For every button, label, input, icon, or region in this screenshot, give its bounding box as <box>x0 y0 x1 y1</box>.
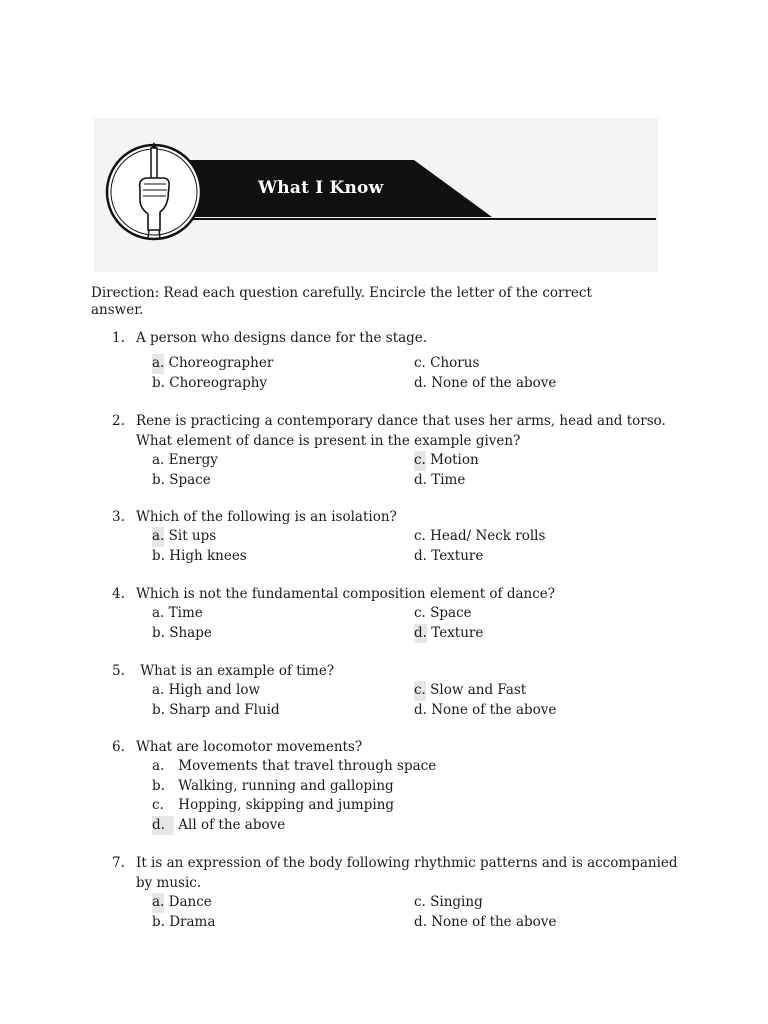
question-text: What is an example of time? <box>136 663 335 679</box>
option-c[interactable] <box>414 354 479 374</box>
question-number: 1. <box>112 330 125 346</box>
option-letter: d. <box>414 547 427 564</box>
option-c[interactable] <box>414 681 526 701</box>
option-text: Space <box>430 605 472 621</box>
option-letter: c. <box>152 797 164 813</box>
option-letter: c. <box>414 894 426 910</box>
option-d[interactable] <box>414 913 556 933</box>
question-2 <box>112 411 692 490</box>
option-c[interactable] <box>414 527 545 547</box>
option-text: Sharp and Fluid <box>169 701 280 718</box>
option-a[interactable] <box>152 681 260 701</box>
option-text: Sit ups <box>168 528 217 544</box>
option-d[interactable] <box>414 374 556 394</box>
option-text: Texture <box>431 624 484 641</box>
option-text: High knees <box>169 547 247 564</box>
option-b[interactable] <box>152 547 247 567</box>
question-number: 4. <box>112 586 125 602</box>
question-5 <box>112 661 692 720</box>
option-a[interactable] <box>152 354 273 374</box>
option-c[interactable] <box>414 451 479 471</box>
option-text: Texture <box>431 547 484 564</box>
option-letter: c. <box>414 355 426 371</box>
option-letter: a. <box>152 893 164 913</box>
question-text: What are locomotor movements? <box>136 739 363 755</box>
option-letter: d. <box>414 701 427 718</box>
question-number: 7. <box>112 855 125 871</box>
option-text: Walking, running and galloping <box>178 777 394 794</box>
option-text: Time <box>431 471 466 488</box>
question-number: 3. <box>112 509 125 525</box>
question-number: 2. <box>112 413 125 429</box>
question-3 <box>112 507 692 566</box>
option-b[interactable] <box>152 777 394 797</box>
option-letter: a. <box>152 758 165 774</box>
question-text: It is an expression of the body following rhythmic patterns and is accompanied <box>136 855 678 871</box>
option-d[interactable] <box>414 547 483 567</box>
option-letter: d. <box>414 471 427 488</box>
question-7 <box>112 853 692 932</box>
option-letter: c. <box>414 528 426 544</box>
option-a[interactable] <box>152 893 212 913</box>
option-text: Singing <box>430 894 483 910</box>
option-letter: c. <box>414 605 426 621</box>
question-text-continued: by music. <box>136 875 202 891</box>
option-text: None of the above <box>431 374 557 391</box>
option-text: Choreographer <box>168 355 274 371</box>
option-letter: c. <box>414 451 426 471</box>
option-a[interactable] <box>152 451 218 471</box>
question-1 <box>112 328 692 393</box>
question-number: 6. <box>112 739 125 755</box>
option-letter: d. <box>414 624 427 644</box>
option-text: None of the above <box>431 701 557 718</box>
option-letter: b. <box>152 777 165 794</box>
option-letter: a. <box>152 452 165 468</box>
option-letter: d. <box>152 816 174 836</box>
option-text: Head/ Neck rolls <box>430 528 546 544</box>
option-a[interactable] <box>152 757 436 777</box>
question-6 <box>112 737 692 835</box>
option-letter: a. <box>152 527 164 547</box>
option-b[interactable] <box>152 374 267 394</box>
question-4 <box>112 584 692 643</box>
question-number: 5. <box>112 663 125 679</box>
question-text-continued: What element of dance is present in the example given? <box>136 433 521 449</box>
option-text: Chorus <box>430 355 480 371</box>
option-d[interactable] <box>152 816 285 836</box>
option-c[interactable] <box>152 796 394 816</box>
option-c[interactable] <box>414 604 472 624</box>
option-text: None of the above <box>431 913 557 930</box>
option-b[interactable] <box>152 471 211 491</box>
option-a[interactable] <box>152 527 216 547</box>
option-c[interactable] <box>414 893 483 913</box>
option-letter: a. <box>152 354 164 374</box>
option-text: Energy <box>168 452 218 468</box>
option-text: Space <box>169 471 211 488</box>
option-d[interactable] <box>414 701 556 721</box>
option-letter: b. <box>152 374 165 391</box>
option-d[interactable] <box>414 471 465 491</box>
direction-text: Direction: Read each question carefully. Encircle the letter of the correct answer. <box>91 285 592 318</box>
option-b[interactable] <box>152 624 212 644</box>
option-letter: c. <box>414 681 426 701</box>
banner-title: What I Know <box>258 178 384 198</box>
option-text: Choreography <box>169 374 268 391</box>
option-letter: a. <box>152 605 165 621</box>
option-b[interactable] <box>152 913 215 933</box>
option-letter: b. <box>152 547 165 564</box>
option-text: Slow and Fast <box>430 682 527 698</box>
question-text: Which of the following is an isolation? <box>136 509 397 525</box>
question-text: Rene is practicing a contemporary dance that uses her arms, head and torso. <box>136 413 666 429</box>
option-text: Motion <box>430 452 479 468</box>
option-text: Time <box>168 605 203 621</box>
option-text: Hopping, skipping and jumping <box>178 797 395 813</box>
option-a[interactable] <box>152 604 203 624</box>
option-letter: a. <box>152 682 165 698</box>
option-text: Dance <box>168 894 212 910</box>
option-letter: b. <box>152 701 165 718</box>
what-i-know-banner <box>94 118 658 272</box>
option-letter: d. <box>414 913 427 930</box>
option-letter: d. <box>414 374 427 391</box>
option-text: High and low <box>168 682 261 698</box>
option-b[interactable] <box>152 701 280 721</box>
option-letter: b. <box>152 913 165 930</box>
option-text: Movements that travel through space <box>178 758 437 774</box>
question-text: A person who designs dance for the stage. <box>136 330 428 346</box>
option-text: Drama <box>169 913 216 930</box>
option-d[interactable] <box>414 624 483 644</box>
question-text: Which is not the fundamental composition element of dance? <box>136 586 556 602</box>
option-text: Shape <box>169 624 212 641</box>
option-text: All of the above <box>178 816 286 833</box>
option-letter: b. <box>152 471 165 488</box>
option-letter: b. <box>152 624 165 641</box>
